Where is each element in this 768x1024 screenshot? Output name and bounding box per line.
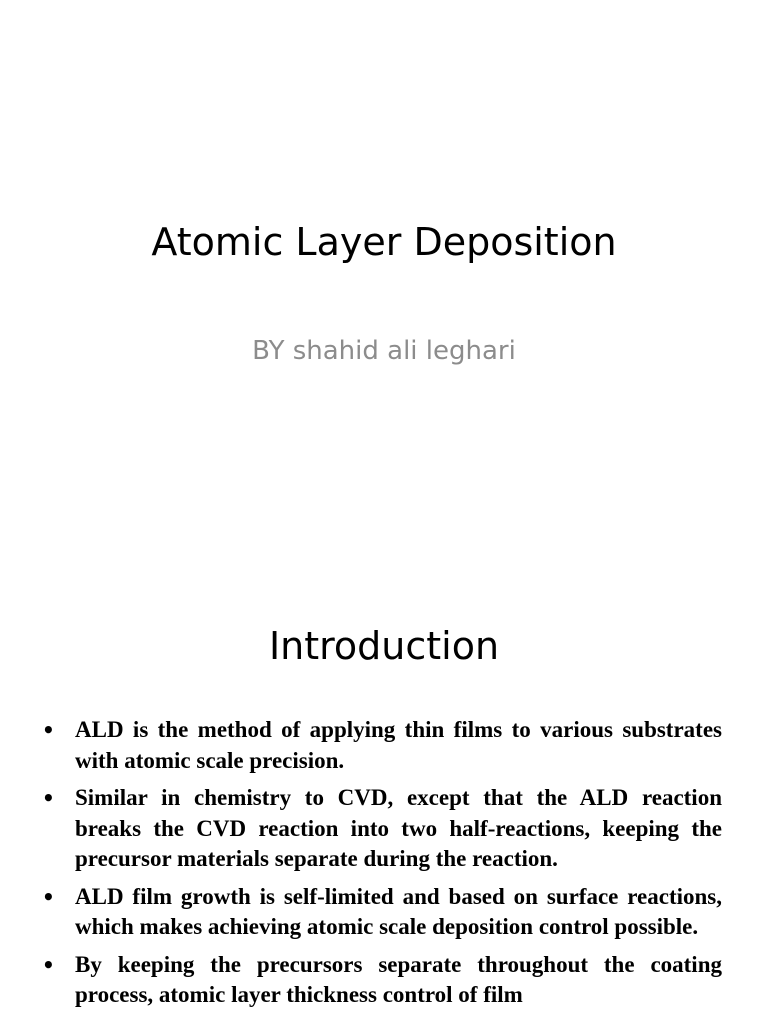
bullet-icon: • (42, 786, 55, 810)
bullet-text: Similar in chemistry to CVD, except that the ALD reaction breaks the CVD reaction into two half-reactions, keeping the precursor materials separate during the reaction. (75, 785, 722, 871)
bullet-list (40, 715, 722, 1018)
bullet-item (40, 783, 722, 875)
bullet-item (40, 715, 722, 776)
bullet-text: ALD is the method of applying thin films to various substrates with atomic scale precision. (75, 717, 722, 773)
bullet-icon: • (42, 952, 55, 977)
presentation-title: Atomic Layer Deposition (151, 220, 617, 264)
bullet-item (40, 882, 722, 943)
introduction-slide (0, 576, 768, 1024)
author-subtitle: BY shahid ali leghari (252, 336, 516, 366)
bullet-icon: • (42, 884, 55, 909)
bullet-text: ALD film growth is self-limited and based on surface reactions, which makes achieving atomic scale deposition control possible. (75, 883, 722, 939)
bullet-icon: • (42, 718, 55, 742)
bullet-text: By keeping the precursors separate throughout the coating process, atomic layer thickness control of film (75, 951, 722, 1007)
slide-title: Introduction (268, 624, 500, 668)
bullet-item (40, 950, 722, 1011)
